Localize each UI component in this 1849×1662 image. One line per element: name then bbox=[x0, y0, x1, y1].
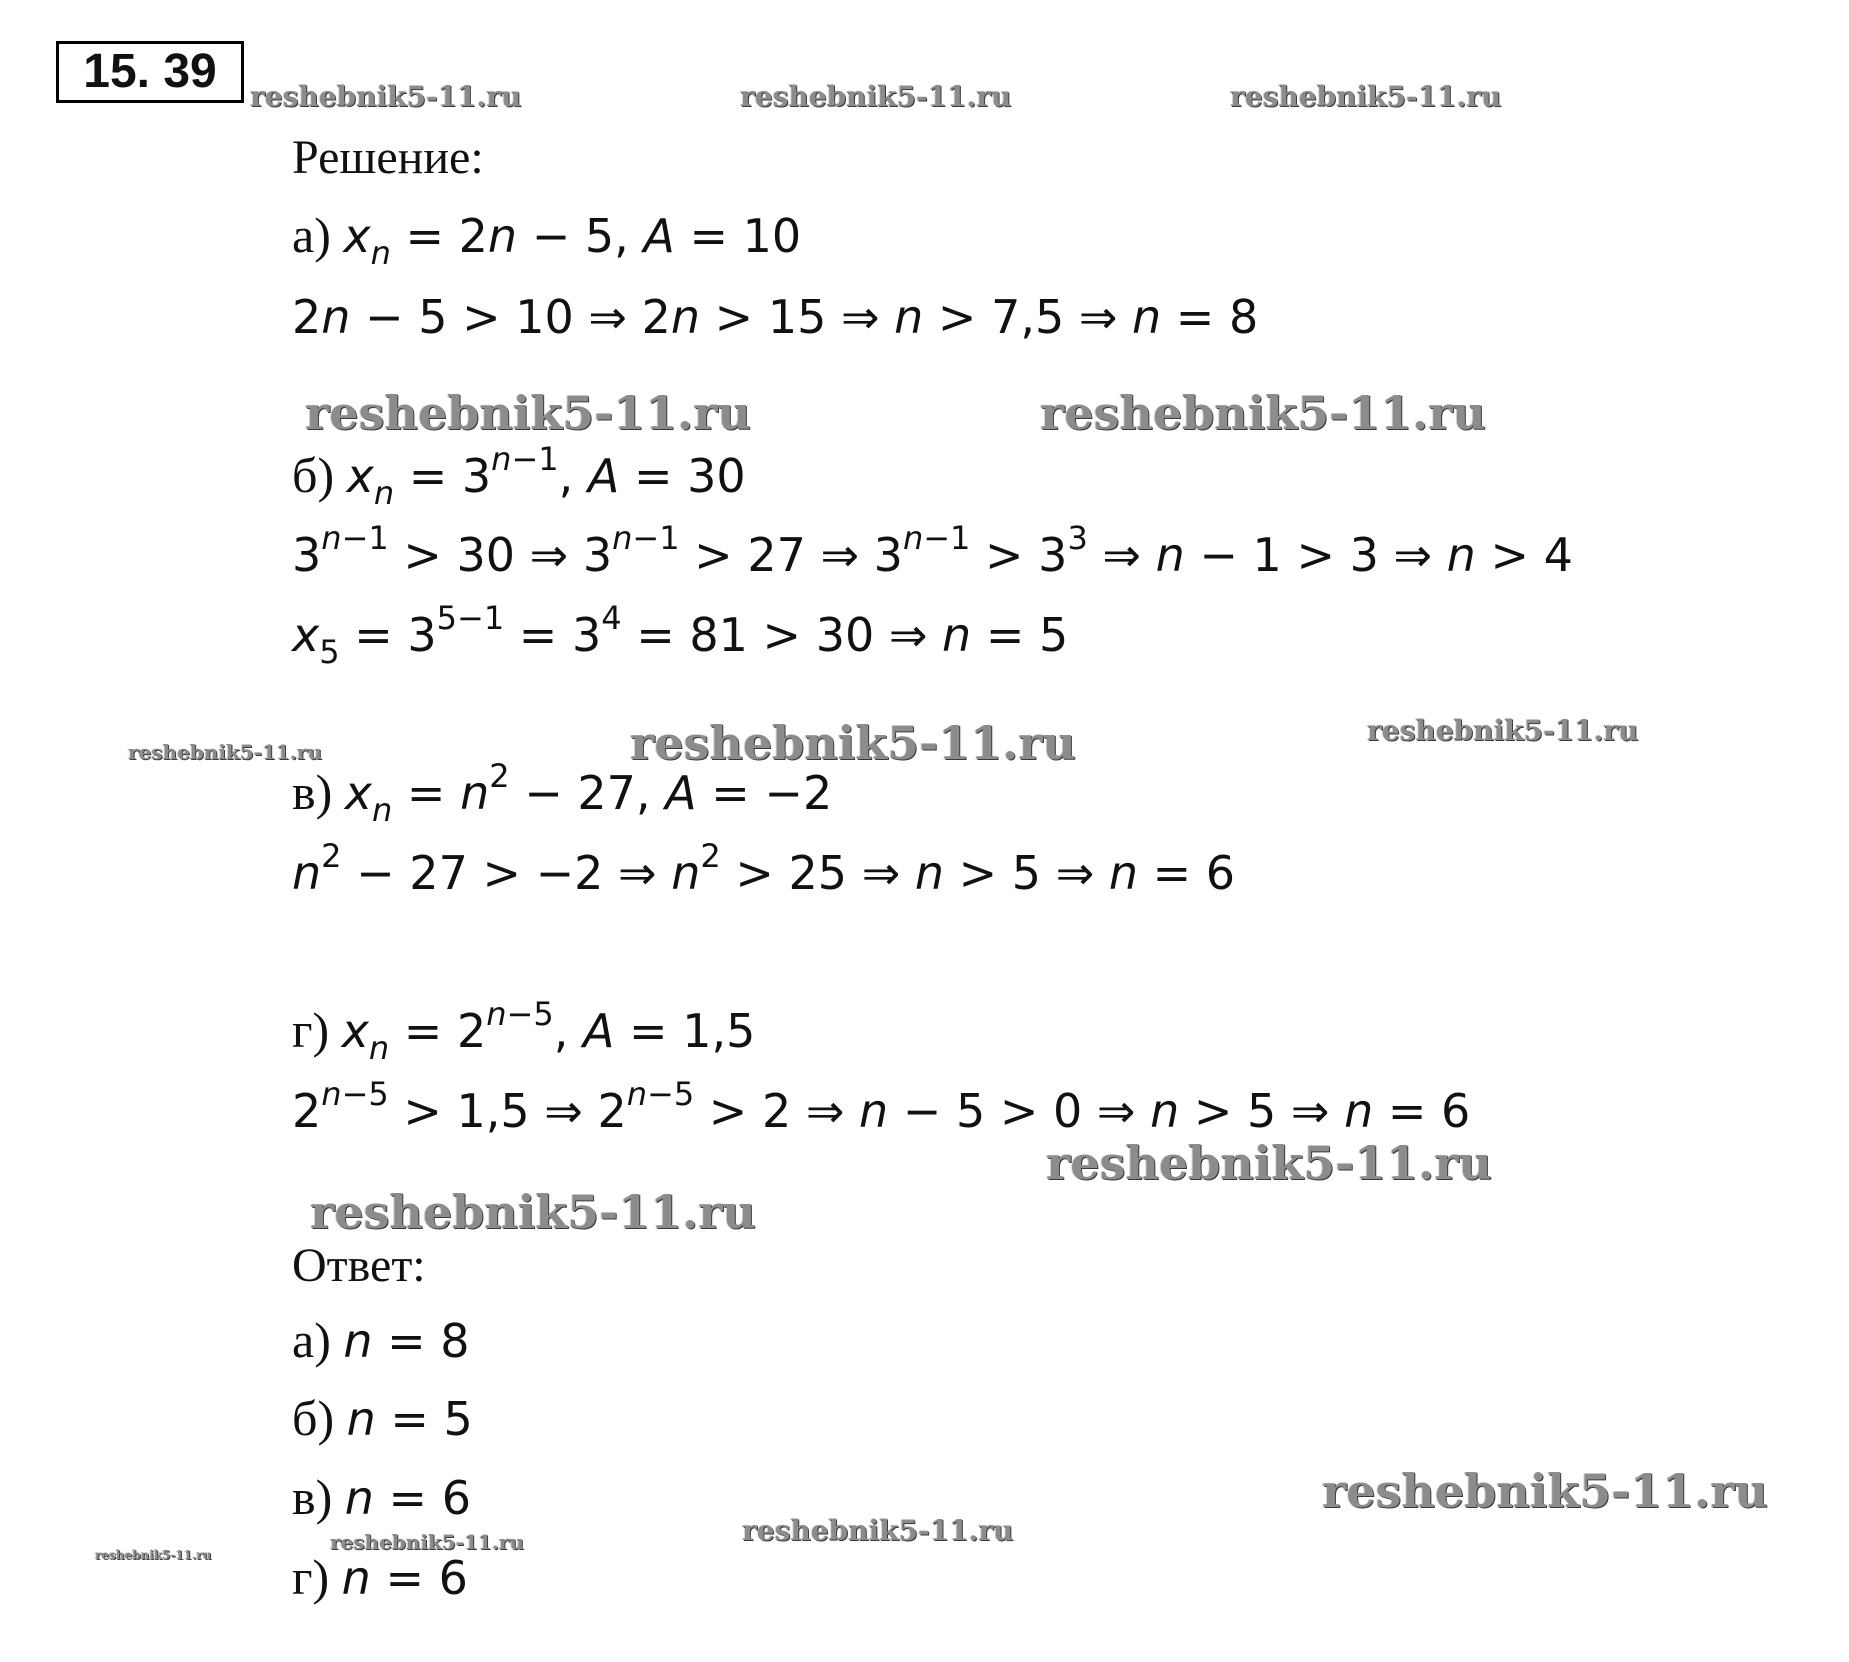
part-v-statement: в) $x_n = n^2 - 27$, A = −2 bbox=[292, 757, 833, 829]
watermark: reshebnik5-11.ru bbox=[1322, 1464, 1768, 1518]
answer-label: г) bbox=[292, 1549, 330, 1605]
answer-b: б) n = 5 bbox=[292, 1390, 473, 1446]
solution-heading: Решение: bbox=[292, 131, 484, 184]
answer-heading: Ответ: bbox=[292, 1239, 426, 1292]
answer-a: а) n = 8 bbox=[292, 1312, 470, 1368]
watermark: reshebnik5-11.ru bbox=[742, 1514, 1014, 1547]
part-b-check: $x_5 = 3^{5-1} = 3^4 = 81 > 30$ ⇒ n = 5 bbox=[292, 599, 1069, 671]
part-a-steps: 2n − 5 > 10 ⇒ 2n > 15 ⇒ n > 7,5 ⇒ n = 8 bbox=[292, 290, 1259, 344]
watermark: reshebnik5-11.ru bbox=[1230, 80, 1502, 113]
watermark: reshebnik5-11.ru bbox=[250, 80, 522, 113]
watermark: reshebnik5-11.ru bbox=[1367, 714, 1639, 747]
part-g-statement: г) $x_n = 2^{n-5}$, A = 1,5 bbox=[292, 995, 756, 1067]
part-b-label: б) bbox=[292, 447, 335, 503]
watermark: reshebnik5-11.ru bbox=[310, 1185, 756, 1239]
watermark: reshebnik5-11.ru bbox=[1046, 1136, 1492, 1190]
part-a-statement: а) $x_n = 2n - 5$, A = 10 bbox=[292, 207, 802, 272]
watermark: reshebnik5-11.ru bbox=[740, 80, 1012, 113]
watermark: reshebnik5-11.ru bbox=[95, 1548, 212, 1562]
part-g-steps: $2^{n-5} > 1,5$ ⇒ $2^{n-5} > 2$ ⇒ n − 5 > 0 ⇒ n > 5 ⇒ n = 6 bbox=[292, 1075, 1471, 1138]
watermark: reshebnik5-11.ru bbox=[330, 1530, 524, 1554]
answer-label: в) bbox=[292, 1469, 333, 1525]
part-b-steps: $3^{n-1} > 30$ ⇒ $3^{n-1} > 27$ ⇒ $3^{n-1} > 3^3$ ⇒ n − 1 > 3 ⇒ n > 4 bbox=[292, 519, 1573, 582]
watermark: reshebnik5-11.ru bbox=[128, 740, 322, 764]
answer-v: в) n = 6 bbox=[292, 1469, 471, 1525]
part-v-steps: $n^2 - 27 > -2$ ⇒ $n^2 > 25$ ⇒ n > 5 ⇒ n = 6 bbox=[292, 837, 1236, 900]
answer-g: г) n = 6 bbox=[292, 1549, 468, 1605]
answer-label: б) bbox=[292, 1390, 335, 1446]
part-g-label: г) bbox=[292, 1002, 330, 1058]
watermark: reshebnik5-11.ru bbox=[305, 386, 751, 440]
part-b-statement: б) $x_n = 3^{n-1}$, A = 30 bbox=[292, 440, 746, 512]
part-a-label: а) bbox=[292, 207, 331, 263]
watermark: reshebnik5-11.ru bbox=[1040, 386, 1486, 440]
watermark: reshebnik5-11.ru bbox=[630, 716, 1076, 770]
part-v-label: в) bbox=[292, 764, 333, 820]
problem-number: 15. 39 bbox=[56, 41, 244, 103]
answer-label: а) bbox=[292, 1312, 331, 1368]
